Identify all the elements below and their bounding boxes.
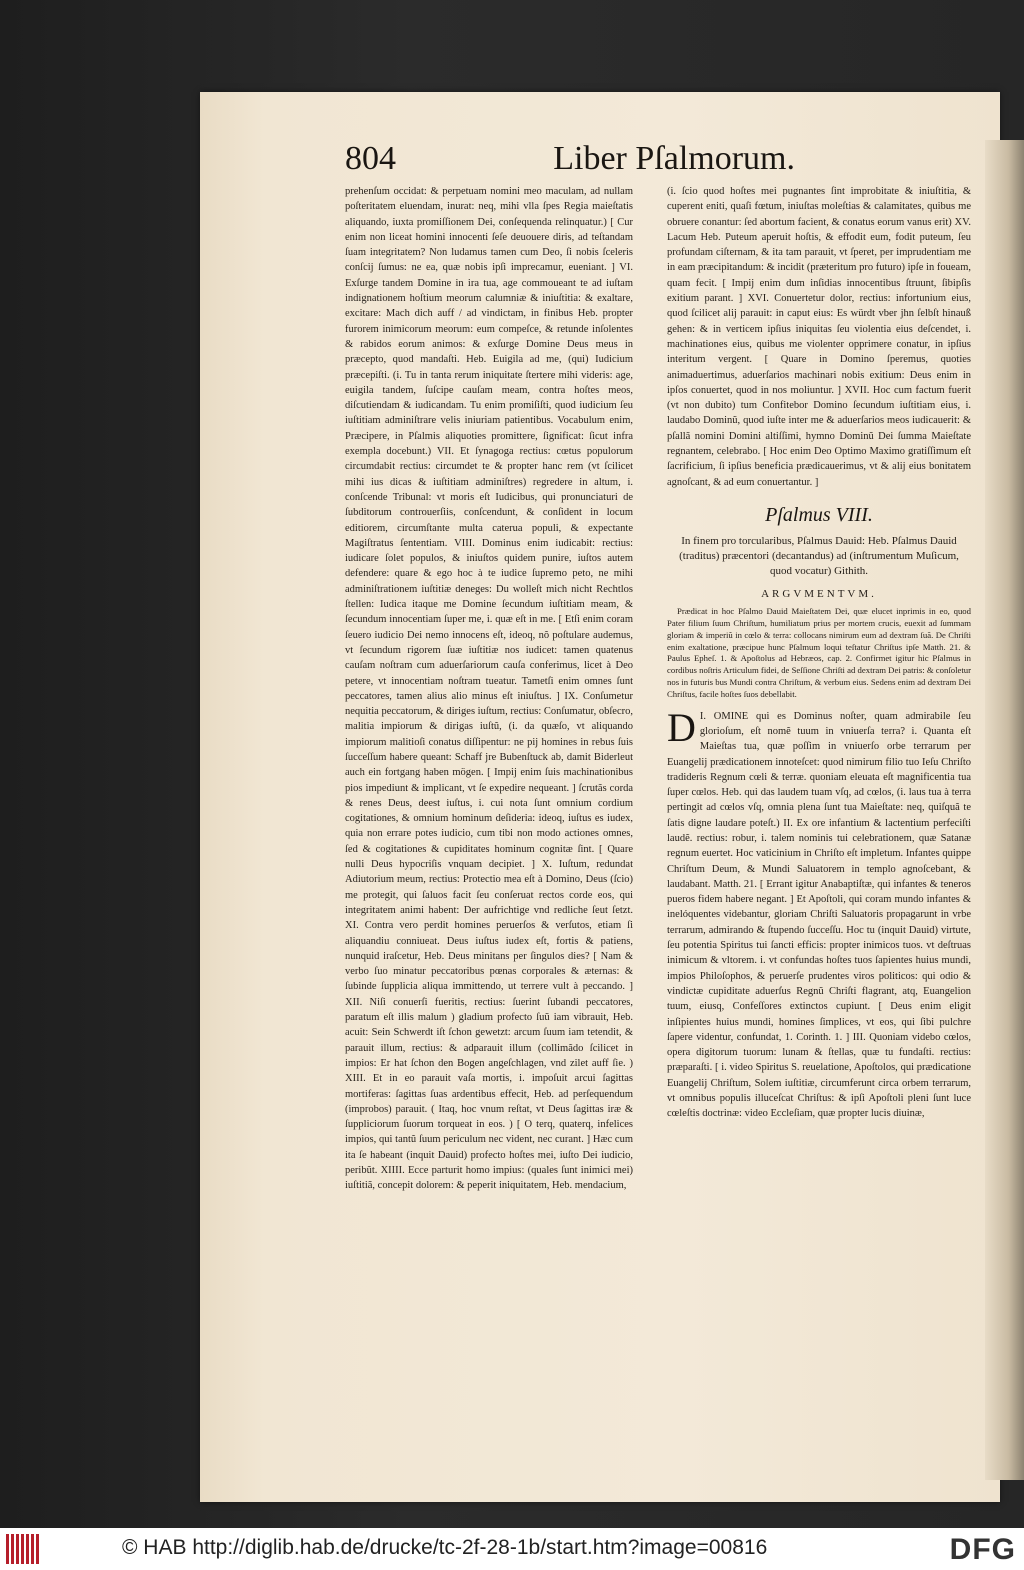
psalm-verse-text: OMINE qui es Dominus noſter, quam admirabile ſeu glorioſum, eſt nomẽ tuum in vniuerſa terra? i. Quanta eſt Maieſtas tua, quæ poſſim in vniuerſo orbe terrarum per Euangelij prædicationem innoteſcet: quod nimirum filio tuo Ieſu Chriſto tradideris Regnum cœli & terræ. quoniam eleuata eſt magnificentia tua ſuper cœlos. Heb. qui das laudem tuam vſq, ad cœlos, (i. laus tua à terra pertingit ad cœlos vſq, omnia plena ſunt tua Maieſtate: neq, quiſquã te ſatis digne laudare poteſt.) II. Ex ore infantium & lactentium perfeciſti laudẽ. rectius: robur, i. talem nominis tui celebrationem, quæ Satanæ regnum euertet. Hoc vaticinium in Chriſto eſt impletum. Infantes quippe Chriſtum Deum, & Mundi Saluatorem in templo agnoſcebant, & laudabant. Matth. 21. [ Errant igitur Anabaptiſtæ, qui infantes & teneros pueros fidem habere negant. ] Et Apoſtoli, qui coram mundo infantes & inelóquentes videbantur, gloriam Chriſti Saluatoris propagarunt in vrbe terrarum, admirando & ſtupendo ſucceſſu. Hoc tu (inquit Dauid) virtute, ſeu potentia Spiritus tui ſancti efficis: propter inimicos tuos. vt deſtruas inimicum & vltorem. i. vt confundas hoſtes tuos ſapientes huius mundi, impios Philoſophos, & peruerſe prudentes viros politicos: qui odio & vindictæ cupiditate aduerſus Regnũ Chriſti flagrant, atq, Euangelion tuum, eiusq, Confeſſores extinctos cupiunt. [ Deus enim eligit inſipientes huius mundi, homines ſimplices, vt eos, qui ſibi pulchre ſapere videntur, confundat, 1. Corinth. 1. ] III. Quoniam videbo cœlos, opera digitorum tuorum: lunam & ſtellas, quæ tu fundaſti. rectius: præparaſti. [ i. video Spiritus S. reuelatione, Apoſtolos, qui prædicatione Euangelij Chriſtum, Solem iuſtitiæ, circumferunt circa orbem terrarum, vt omnibus populis illuceſcat Chriſtus: & ipſi Apoſtoli pleni ſunt luce cœleſtis doctrinæ: video Eccleſiam, quæ propter lucis diuinæ, [667,710,972,1120]
hab-logo-icon [6,1534,46,1564]
page-header [345,140,795,180]
left-column-text: prehenſum occidat: & perpetuam nomini meo maculam, ad nullam poſteritatem eluendam, inurat: neq, mihi vlla ſpes Regia maieſtatis aliquando, iuxta promiſſionem Dei, conſequenda relinquatur.) [ Cur enim non liceat homini innocenti ſeſe deuouere diris, ad teſtandam ſuam integritatem? Non ludamus tamen cum Deo, ſi nobis ſceleris conſcij ſumus: ne ea, quæ nobis ipſi imprecamur, eueniant. ] VI. Exſurge tandem Domine in ira tua, age commoueant te ad iuſtam indignationem hoſtium meorum calumniæ & iniuſtitia: & exaltare, excitare: Mach dich auff / ad vindictam, in finibus Heb. propter furorem inimicorum meorum: eum compeſce, & retunde inſolentes & rabidos eorum animos: & exſurge Domine Deus meus in præcepto, quod mandaſti. Heb. Euigila ad me, (qui) Iudicium præcepiſti. (i. Tu in tanta rerum iniquitate ſtertere mihi videris: age, euigila tandem, ſuſcipe cauſam meam, contra hoſtes meos, diſcutiendam & iudicandam. Tu enim promiſiſti, quod iudicium ſeu iuſtitiam adminiſtrare velis iniuriam patientibus. Vocabulum enim, Præcipere, in Pſalmis aliquoties promittere, ſignificat: ſicut infra exempla docebunt.) VII. Et ſynagoga rectius: cœtus populorum circumdabit rectius: circumdet te & propter hanc rem (vt ſcilicet mihi ius dicas & iuſtitiam adminiſtres) regredere in altum, i. conſcende Tribunal: vt moris eſt Iudicibus, qui pronunciaturi de ſubditorum controuerſiis, conſcendunt, & conſident in locum editiorem, circumſtante multa caterua populi, & expectante Magiſtratus ſententiam. VIII. Dominus enim iudicabit: rectius: iudicare ſolet populos, & iniuſtos quidem punire, iuſtos autem defendere: quare & ego hoc à te iudice ſupremo peto, ne mihi adminiſtrationem iuſtitiæ deneges: Du wolleſt mich nicht Rechtlos ſtellen: Iudica itaque me Domine ſecundum iuſtitiam meam, & ſecundum innocentiam ſuper me, i. quæ eſt in me. [ Etſi enim coram ſeuero iudicio Dei nemo innocens eſt, ideoq, nõ poſtulare audemus, vt ſecundum rigorem ſuæ iuſtitiæ nos iudicet: tamen quatenus cauſam noſtram cum aduerſariorum cauſa conferimus, licet à Deo petere, vt innocentiam noſtram tueatur. Tametſi enim omnes ſunt peccatores, tamen alius alio minus eſt iniuſtus. ] IX. Conſumetur nequitia peccatorum, & diriges iuſtum, rectius: Conſumatur, obſecro, malitia impiorum & dirigas iuſtũ, (i. da quæſo, vt aliquando impiorum malitioſi conatus diſſipentur: ne pij homines in rebus ſuis ſucceſſum habere queant: Schaff jre Bubenſtuck ab, damit Biderleut auch ein fortgang haben mögen. [ Impij enim ſuis machinationibus pios impediunt & implicant, vt ſe expedire nequeant. ] ſcrutãs corda & renes Deus, deest iuſtus, i. cui nota ſunt omnium cordium cogitationes, & omnium hominum deſideria: ideoq, iuſtus es iudex, quia non errare potes iudicio, cum tibi non modo actiones omnes, ſed & cogitationes & cupiditates hominum cognitæ ſint. [ Quare nulli Deus hypocriſis vnquam decipiet. ] X. Iuſtum, redundat Adiutorium meum, rectius: Protectio mea eſt à Domino, Deus (ſcio) me protegit, qui ſaluos facit ſeu conſeruat rectos corde eos, qui integritatem animi habent: Der aufrichtige vnd redliche ſeut ſetzt. XI. Contra vero perdit homines peruerſos & verſutos, etiam ſi aliquandiu conniueat. Deus iuſtus iudex eſt, fortis & patiens, nunquid iraſcetur, Heb. Deus minitans per ſingulos dies? [ Nam & verbo ſuo minatur peccatoribus pœnas corporales & æternas: & ſubinde ſupplicia aliqua immittendo, ut terrere vult à peccando. ] XII. Niſi conuerſi fueritis, rectius: ſuerint ſubandi peccatores, paratum eſt illis malum ) gladium profecto ſuũ iam vibrauit, Heb. acuit: Sein Schwerdt iſt ſchon gewetzt: arcum ſuum iam tetendit, & parauit illum, rectius: & adparauit illum (collimãdo ſcilicet in impios: Er hat ſchon den Bogen angeſchlagen, vnd zilet auff ſie. ) XIII. Et in eo parauit vaſa mortis, i. impoſuit arcui ſagittas mortiferas: ſagittas ſuas ardentibus effecit, Heb. ad perſequendum (improbos) parauit. ( Itaq, hoc vnum reſtat, vt Deus ſagittas iræ & ſuppliciorum ſuorum torqueat in eos. ) [ O terq, quaterq, infelices impios, qui tantũ ſuum periculum nec vident, nec curant. ] Hæc cum ita ſe habeant (inquit Dauid) profecto hoſtes mei, iuſto Dei iudicio, peribũt. XIIII. Ecce parturit homo impius: (quales ſunt inimici mei) iuſtitiã, concepit dolorem: & peperit iniquitatem, Heb. mendacium, [345,186,633,1192]
page-number: 804 [345,140,396,177]
source-credit-link[interactable]: © HAB http://diglib.hab.de/drucke/tc-2f-28-1b/start.htm?image=00816 [122,1536,768,1559]
left-column [345,184,633,1194]
psalm-title: Pſalmus VIII. [765,503,873,526]
psalm-verses [667,704,972,1122]
right-column [667,184,971,1122]
argument-heading: ARGVMENTVM. [761,587,877,600]
right-column-text: (i. ſcio quod hoſtes mei pugnantes ſint improbitate & iniuſtitia, & cuperent eniti, quaſi fœtum, iniuſtas moleſtias & calamitates, quibus me obruere conantur: ſed abortum facient, & conatus eorum vanus erit) XV. Lacum Heb. Puteum aperuit hoſtis, & effodit eum, fodit puteum, ſeu profundam ciſternam, & ita tam parauit, vt ſperet, per imprudentiam me in eam præcipitandum: & incidit (præteritum pro futuro) ipſe in foueam, quam fecit. [ Impij enim dum inſidias innocentibus ſtruunt, ſibipſis exitium parant. ] XVI. Conuertetur dolor, rectius: infortunium eius, quod ſcilicet alij parauit: in caput eius: Es würdt vber jhn ſelbſt hinauß gehen: & in verticem ipſius iniquitas ſeu violentia eius deſcendet, i. machinationes eius, quibus me violenter opprimere conatur, in ipſius interitum vergent. [ Quare in Domino ſperemus, quoties animaduertimus, aduerſarios machinari nobis exitium: Deus enim in ipſos conuertet, quod in nos moliuntur. ] XVII. Hoc cum factum fuerit (vt non dubito) tum Confitebor Domino ſecundum iuſtitiam eius, i. laudabo Dominũ, quod iuſte inter me & aduerſarios meos iudicauerit: & pſallã nomini Domini altiſſimi, hymno Dominũ Dei ſumma Maieſtate regnantem, celebrabo. [ Hoc enim Deo Optimo Maximo gratiſſimum eſt ſacrificium, ſi ipſius beneficia prædicauerimus, vt & alij eius bonitatem agnoſcant, & ad eum conuertantur. ] [667,186,971,488]
argument-text: Prædicat in hoc Pſalmo Dauid Maieſtatem Dei, quæ elucet inprimis in eo, quod Pater filium ſuum Chriſtum, humiliatum prius per mortem crucis, euexit ad ſummam gloriam & imperiũ in cœlo & terra: collocans nimirum eum ad dextram ſuã. De Chriſti enim exaltatione, præcipue hunc Pſalmum loqui teſtatur Chriſtus ipſe Matth. 21. & Paulus Epheſ. 1. & Apoſtolus ad Hebræos, cap. 2. Confirmet igitur hic Pſalmus in cordibus noſtris Articulum fidei, de Seſſione Chriſti ad dextram Dei patris: & conſoletur nos in futuris bus Mundi contra Chriſtum, & verbum eius. Sedens enim ad dextram Dei Chriſtus, facile hoſtes ſuos debellabit. [667,606,971,699]
verse-number: I. [699,710,707,722]
dfg-logo: DFG [949,1533,1016,1566]
running-title: Liber Pſalmorum. [553,140,795,177]
page-fold [985,140,1024,1480]
dropcap-initial: D [667,704,696,750]
footer-bar [0,1528,1024,1570]
psalm-inscription: In finem pro torcularibus, Pſalmus Dauid: Heb. Pſalmus Dauid (traditus) præcentori (decantandus) ad (inſtrumentum Muſicum, quod vocatur) Githith. [679,534,959,577]
